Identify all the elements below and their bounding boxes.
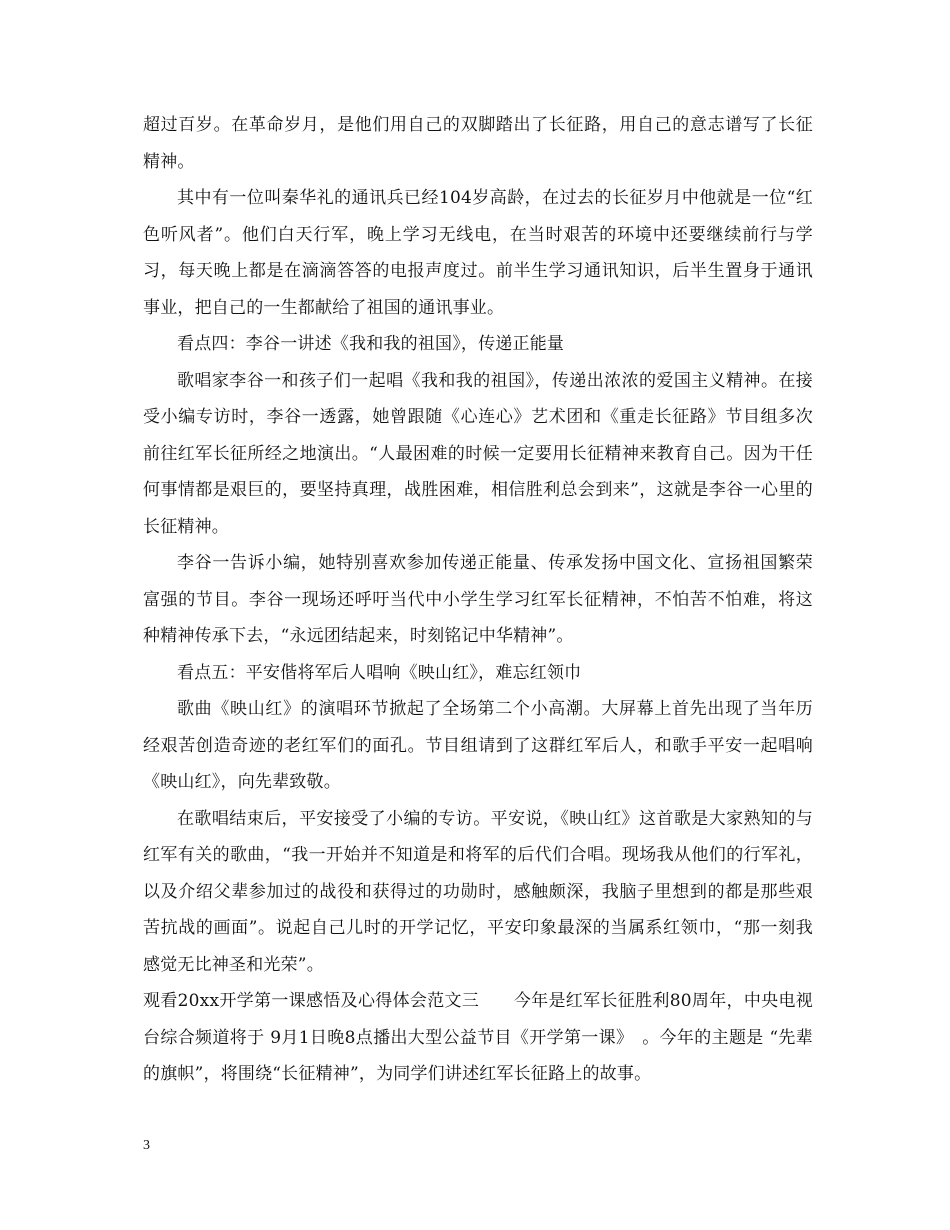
paragraph-li-guyi-message: 李谷一告诉小编，她特别喜欢参加传递正能量、传承发扬中国文化、宣扬祖国繁荣富强的节目。李谷一现场还呼吁当代中小学生学习红军长征精神，不怕苦不怕难，将这种精神传承下去，“永远团结起来，时刻铭记中华精神”。 (143, 553, 813, 646)
paragraph-yingshanhong: 歌曲《映山红》的演唱环节掀起了全场第二个小高潮。大屏幕上首先出现了当年历经艰苦创造奇迹的老红军们的面孔。节目组请到了这群红军后人，和歌手平安一起唱响《映山红》，向先辈致敬。 (143, 699, 813, 792)
paragraph-continued-intro: 超过百岁。在革命岁月，是他们用自己的双脚踏出了长征路，用自己的意志谱写了长征精神。 (143, 115, 813, 172)
paragraph-ping-an-interview: 在歌唱结束后，平安接受了小编的专访。平安说，《映山红》这首歌是大家熟知的与红军有关的歌曲，“我一开始并不知道是和将军的后代们合唱。现场我从他们的行军礼，以及介绍父辈参加过的战役和获得过的功勋时，感触颇深，我脑子里想到的都是那些艰苦抗战的画面”。说起自己儿时的开学记忆，平安印象最深的当属系红领巾，“那一刻我感觉无比神圣和光荣”。 (143, 808, 813, 975)
section-heading-highlight-four: 看点四：李谷一讲述《我和我的祖国》，传递正能量 (177, 334, 565, 354)
paragraph-li-guyi-song: 歌唱家李谷一和孩子们一起唱《我和我的祖国》，传递出浓浓的爱国主义精神。在接受小编专访时，李谷一透露，她曾跟随《心连心》艺术团和《重走长征路》节目组多次前往红军长征所经之地演出。“人最困难的时候一定要用长征精神来教育自己。因为干任何事情都是艰巨的，要坚持真理，战胜困难，相信胜利总会到来”，这就是李谷一心里的长征精神。 (143, 370, 813, 537)
page-number: 3 (143, 1138, 150, 1153)
paragraph-qin-huali: 其中有一位叫秦华礼的通讯兵已经104岁高龄，在过去的长征岁月中他就是一位“红色听风者”。他们白天行军，晚上学习无线电，在当时艰苦的环境中还要继续前行与学习，每天晚上都是在滴滴答答的电报声度过。前半生学习通讯知识，后半生置身于通讯事业，把自己的一生都献给了祖国的通讯事业。 (143, 188, 813, 318)
paragraph-sample-essay-three: 观看20xx开学第一课感悟及心得体会范文三 今年是红军长征胜利80周年，中央电视台综合频道将于 9月1日晚8点播出大型公益节目《开学第一课》 。今年的主题是 “先辈的旗帜”，将围绕“长征精神”，为同学们讲述红军长征路上的故事。 (143, 991, 813, 1084)
document-body (143, 107, 813, 1093)
section-heading-highlight-five: 看点五：平安偕将军后人唱响《映山红》，难忘红领巾 (177, 662, 582, 683)
